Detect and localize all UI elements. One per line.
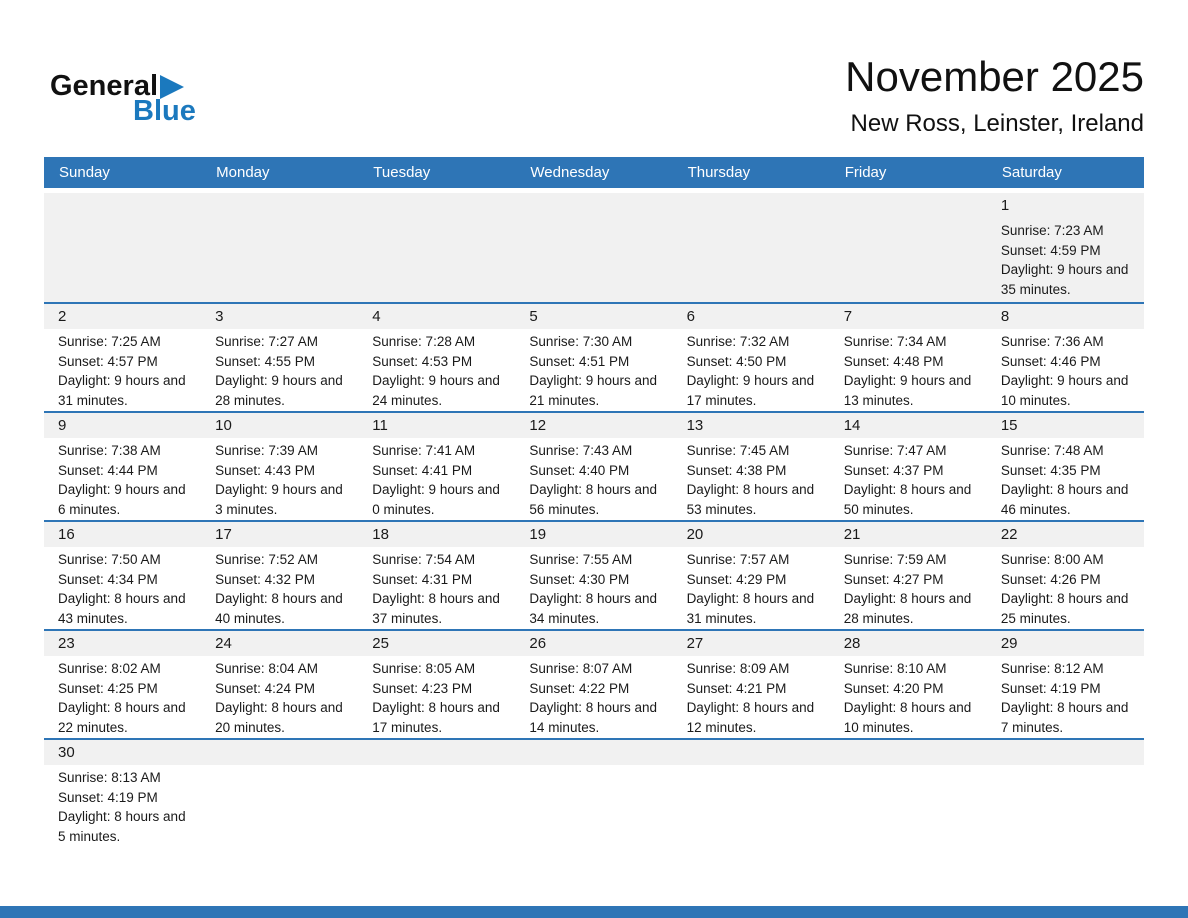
sunrise-text: Sunrise: 7:59 AM xyxy=(843,552,947,567)
day-number-strip xyxy=(987,193,1144,218)
day-cell-empty xyxy=(201,740,358,847)
sunrise-text: Sunrise: 8:02 AM xyxy=(58,661,161,676)
day-cell-18 xyxy=(358,522,515,629)
day-number-strip xyxy=(358,740,515,765)
sunset-text: Sunset: 4:37 PM xyxy=(843,462,944,478)
day-number: 18 xyxy=(372,526,389,543)
day-number-strip xyxy=(830,193,987,218)
day-cell-25 xyxy=(358,631,515,738)
day-number-strip xyxy=(515,740,672,765)
day-number-strip xyxy=(830,740,987,765)
day-cell-2 xyxy=(44,304,201,411)
sunset-text: Sunset: 4:57 PM xyxy=(58,353,158,369)
general-blue-logo xyxy=(50,72,196,126)
sunset-text: Sunset: 4:32 PM xyxy=(215,571,315,587)
daylight-text: Daylight: 8 hours and 17 minutes. xyxy=(372,700,500,735)
day-cell-28 xyxy=(830,631,987,738)
sunset-text: Sunset: 4:41 PM xyxy=(372,462,473,478)
day-number-strip xyxy=(201,631,358,656)
calendar-grid xyxy=(44,193,1144,847)
day-number-strip xyxy=(515,413,672,438)
daylight-text: Daylight: 8 hours and 46 minutes. xyxy=(1000,482,1129,517)
sunrise-text: Sunrise: 8:07 AM xyxy=(529,661,633,676)
sunrise-text: Sunrise: 8:13 AM xyxy=(58,770,161,785)
day-number: 30 xyxy=(58,744,75,761)
day-cell-empty xyxy=(987,740,1144,847)
day-number-strip xyxy=(201,304,358,329)
day-number: 19 xyxy=(529,526,547,543)
daylight-text: Daylight: 9 hours and 0 minutes. xyxy=(372,482,500,517)
day-cell-23 xyxy=(44,631,201,738)
day-number: 16 xyxy=(58,526,75,543)
day-cell-details xyxy=(673,547,830,628)
sunset-text: Sunset: 4:27 PM xyxy=(843,571,944,587)
sunrise-text: Sunrise: 7:39 AM xyxy=(215,443,318,458)
day-cell-details xyxy=(987,547,1144,628)
daylight-text: Daylight: 8 hours and 53 minutes. xyxy=(686,482,815,517)
day-number-strip xyxy=(44,304,201,329)
day-cell-24 xyxy=(201,631,358,738)
sunset-text: Sunset: 4:20 PM xyxy=(843,680,944,696)
day-cell-details xyxy=(515,656,672,737)
sunrise-text: Sunrise: 8:00 AM xyxy=(1000,552,1104,567)
day-cell-details xyxy=(987,656,1144,737)
day-number-strip xyxy=(358,193,515,218)
daylight-text: Daylight: 9 hours and 28 minutes. xyxy=(215,373,343,408)
day-number-strip xyxy=(673,304,830,329)
day-cell-6 xyxy=(673,304,830,411)
day-cell-details xyxy=(201,656,358,737)
week-row-1 xyxy=(44,193,1144,302)
daylight-text: Daylight: 9 hours and 24 minutes. xyxy=(372,373,500,408)
sunrise-text: Sunrise: 7:30 AM xyxy=(529,334,633,349)
sunset-text: Sunset: 4:21 PM xyxy=(686,680,787,696)
sunrise-text: Sunrise: 7:28 AM xyxy=(372,334,476,349)
day-cell-details xyxy=(201,547,358,628)
day-cell-details xyxy=(830,656,987,737)
page-subtitle: New Ross, Leinster, Ireland xyxy=(850,110,1144,138)
day-cell-empty xyxy=(358,740,515,847)
sunset-text: Sunset: 4:53 PM xyxy=(372,353,473,369)
page-header xyxy=(0,0,1188,157)
day-cell-details xyxy=(673,329,830,410)
weekday-header-thursday: Thursday xyxy=(687,164,751,181)
day-number: 9 xyxy=(58,417,67,434)
day-number-strip xyxy=(44,522,201,547)
day-cell-7 xyxy=(830,304,987,411)
sunset-text: Sunset: 4:38 PM xyxy=(686,462,787,478)
day-number-strip xyxy=(515,304,672,329)
logo-text-general: General xyxy=(50,70,158,102)
day-number-strip xyxy=(515,631,672,656)
day-number: 3 xyxy=(215,308,224,325)
weekday-header-tuesday: Tuesday xyxy=(373,164,431,181)
sunrise-text: Sunrise: 7:57 AM xyxy=(686,552,790,567)
sunset-text: Sunset: 4:23 PM xyxy=(372,680,473,696)
daylight-text: Daylight: 9 hours and 17 minutes. xyxy=(686,373,815,408)
day-number: 4 xyxy=(372,308,381,325)
day-cell-16 xyxy=(44,522,201,629)
day-cell-details xyxy=(44,765,201,846)
day-number: 2 xyxy=(58,308,67,325)
day-cell-1 xyxy=(987,193,1144,302)
daylight-text: Daylight: 8 hours and 37 minutes. xyxy=(372,591,500,626)
sunset-text: Sunset: 4:43 PM xyxy=(215,462,315,478)
sunset-text: Sunset: 4:22 PM xyxy=(529,680,630,696)
daylight-text: Daylight: 9 hours and 10 minutes. xyxy=(1000,373,1129,408)
day-number-strip xyxy=(673,740,830,765)
day-cell-details xyxy=(987,218,1144,299)
week-row-3 xyxy=(44,411,1144,520)
day-number: 25 xyxy=(372,635,389,652)
sunrise-text: Sunrise: 8:05 AM xyxy=(372,661,476,676)
sunset-text: Sunset: 4:46 PM xyxy=(1000,353,1101,369)
weekday-header-monday: Monday xyxy=(216,164,270,181)
day-number: 27 xyxy=(686,635,704,652)
sunset-text: Sunset: 4:40 PM xyxy=(529,462,630,478)
sunset-text: Sunset: 4:35 PM xyxy=(1000,462,1101,478)
daylight-text: Daylight: 9 hours and 21 minutes. xyxy=(529,373,657,408)
daylight-text: Daylight: 9 hours and 3 minutes. xyxy=(215,482,343,517)
day-cell-empty xyxy=(515,740,672,847)
day-cell-21 xyxy=(830,522,987,629)
daylight-text: Daylight: 9 hours and 35 minutes. xyxy=(1000,262,1129,297)
day-number: 23 xyxy=(58,635,75,652)
week-row-2 xyxy=(44,302,1144,411)
day-cell-empty xyxy=(830,193,987,302)
weekday-header xyxy=(44,157,1144,188)
day-cell-details xyxy=(201,438,358,519)
day-cell-15 xyxy=(987,413,1144,520)
day-cell-details xyxy=(358,656,515,737)
weekday-header-wednesday: Wednesday xyxy=(530,164,610,181)
day-cell-details xyxy=(987,438,1144,519)
day-number: 8 xyxy=(1000,308,1010,325)
day-cell-30 xyxy=(44,740,201,847)
day-number-strip xyxy=(987,631,1144,656)
sunrise-text: Sunrise: 7:54 AM xyxy=(372,552,476,567)
sunrise-text: Sunrise: 8:12 AM xyxy=(1000,661,1104,676)
day-number-strip xyxy=(987,522,1144,547)
weekday-header-saturday: Saturday xyxy=(1001,164,1062,181)
sunset-text: Sunset: 4:51 PM xyxy=(529,353,630,369)
daylight-text: Daylight: 9 hours and 6 minutes. xyxy=(58,482,186,517)
day-cell-details xyxy=(830,329,987,410)
daylight-text: Daylight: 8 hours and 7 minutes. xyxy=(1000,700,1129,735)
sunrise-text: Sunrise: 7:25 AM xyxy=(58,334,161,349)
sunset-text: Sunset: 4:34 PM xyxy=(58,571,158,587)
day-number-strip xyxy=(830,304,987,329)
day-cell-5 xyxy=(515,304,672,411)
daylight-text: Daylight: 8 hours and 25 minutes. xyxy=(1000,591,1129,626)
day-cell-details xyxy=(515,438,672,519)
day-number: 17 xyxy=(215,526,232,543)
sunset-text: Sunset: 4:19 PM xyxy=(58,789,158,805)
day-cell-26 xyxy=(515,631,672,738)
day-number-strip xyxy=(201,413,358,438)
sunset-text: Sunset: 4:59 PM xyxy=(1000,242,1101,258)
daylight-text: Daylight: 8 hours and 22 minutes. xyxy=(58,700,186,735)
daylight-text: Daylight: 8 hours and 31 minutes. xyxy=(686,591,815,626)
daylight-text: Daylight: 9 hours and 31 minutes. xyxy=(58,373,186,408)
weekday-header-friday: Friday xyxy=(844,164,887,181)
sunrise-text: Sunrise: 7:50 AM xyxy=(58,552,161,567)
day-cell-29 xyxy=(987,631,1144,738)
day-number-strip xyxy=(201,522,358,547)
weekday-header-sunday: Sunday xyxy=(59,164,110,181)
daylight-text: Daylight: 8 hours and 43 minutes. xyxy=(58,591,186,626)
day-number-strip xyxy=(515,522,672,547)
day-number-strip xyxy=(987,304,1144,329)
sunset-text: Sunset: 4:48 PM xyxy=(843,353,944,369)
day-cell-14 xyxy=(830,413,987,520)
day-number: 7 xyxy=(843,308,853,325)
daylight-text: Daylight: 8 hours and 12 minutes. xyxy=(686,700,815,735)
sunset-text: Sunset: 4:50 PM xyxy=(686,353,787,369)
day-cell-27 xyxy=(673,631,830,738)
day-cell-9 xyxy=(44,413,201,520)
day-cell-empty xyxy=(515,193,672,302)
day-cell-empty xyxy=(673,740,830,847)
day-cell-empty xyxy=(358,193,515,302)
day-cell-details xyxy=(201,329,358,410)
sunset-text: Sunset: 4:24 PM xyxy=(215,680,315,696)
sunrise-text: Sunrise: 7:27 AM xyxy=(215,334,318,349)
day-cell-10 xyxy=(201,413,358,520)
day-number: 26 xyxy=(529,635,547,652)
day-number: 10 xyxy=(215,417,232,434)
day-number-strip xyxy=(987,413,1144,438)
day-number-strip xyxy=(44,740,201,765)
day-number: 13 xyxy=(686,417,704,434)
day-cell-19 xyxy=(515,522,672,629)
sunset-text: Sunset: 4:19 PM xyxy=(1000,680,1101,696)
day-number-strip xyxy=(358,631,515,656)
day-cell-details xyxy=(515,329,672,410)
day-number-strip xyxy=(830,522,987,547)
day-number: 20 xyxy=(686,526,704,543)
day-cell-17 xyxy=(201,522,358,629)
day-cell-empty xyxy=(201,193,358,302)
day-number: 14 xyxy=(843,417,861,434)
day-number: 28 xyxy=(843,635,861,652)
sunrise-text: Sunrise: 8:04 AM xyxy=(215,661,318,676)
sunrise-text: Sunrise: 7:38 AM xyxy=(58,443,161,458)
day-number-strip xyxy=(515,193,672,218)
sunrise-text: Sunrise: 7:34 AM xyxy=(843,334,947,349)
day-cell-details xyxy=(830,438,987,519)
day-number: 29 xyxy=(1000,635,1018,652)
day-cell-4 xyxy=(358,304,515,411)
daylight-text: Daylight: 8 hours and 5 minutes. xyxy=(58,809,186,844)
day-number-strip xyxy=(830,631,987,656)
day-cell-details xyxy=(44,656,201,737)
day-cell-details xyxy=(44,438,201,519)
daylight-text: Daylight: 8 hours and 34 minutes. xyxy=(529,591,657,626)
day-number-strip xyxy=(358,304,515,329)
daylight-text: Daylight: 8 hours and 50 minutes. xyxy=(843,482,972,517)
day-cell-details xyxy=(44,329,201,410)
footer-bar xyxy=(0,906,1188,918)
day-number: 12 xyxy=(529,417,547,434)
sunrise-text: Sunrise: 7:55 AM xyxy=(529,552,633,567)
day-number-strip xyxy=(358,522,515,547)
daylight-text: Daylight: 8 hours and 20 minutes. xyxy=(215,700,343,735)
day-number-strip xyxy=(987,740,1144,765)
daylight-text: Daylight: 8 hours and 14 minutes. xyxy=(529,700,657,735)
day-number-strip xyxy=(44,193,201,218)
sunset-text: Sunset: 4:26 PM xyxy=(1000,571,1101,587)
day-cell-13 xyxy=(673,413,830,520)
sunset-text: Sunset: 4:30 PM xyxy=(529,571,630,587)
day-number: 6 xyxy=(686,308,695,325)
sunset-text: Sunset: 4:25 PM xyxy=(58,680,158,696)
sunset-text: Sunset: 4:31 PM xyxy=(372,571,473,587)
day-number: 11 xyxy=(372,417,388,434)
day-cell-11 xyxy=(358,413,515,520)
week-row-6 xyxy=(44,738,1144,847)
day-number-strip xyxy=(830,413,987,438)
day-number-strip xyxy=(673,631,830,656)
sunset-text: Sunset: 4:55 PM xyxy=(215,353,315,369)
day-cell-empty xyxy=(44,193,201,302)
day-number: 24 xyxy=(215,635,232,652)
sunrise-text: Sunrise: 7:48 AM xyxy=(1000,443,1104,458)
sunrise-text: Sunrise: 7:23 AM xyxy=(1000,223,1104,238)
day-cell-empty xyxy=(673,193,830,302)
sunrise-text: Sunrise: 7:52 AM xyxy=(215,552,318,567)
sunrise-text: Sunrise: 7:45 AM xyxy=(686,443,790,458)
day-cell-details xyxy=(830,547,987,628)
day-cell-20 xyxy=(673,522,830,629)
title-block xyxy=(845,54,1144,138)
day-number-strip xyxy=(673,522,830,547)
sunrise-text: Sunrise: 7:43 AM xyxy=(529,443,633,458)
day-number-strip xyxy=(201,193,358,218)
sunset-text: Sunset: 4:29 PM xyxy=(686,571,787,587)
day-cell-details xyxy=(358,438,515,519)
daylight-text: Daylight: 8 hours and 28 minutes. xyxy=(843,591,972,626)
daylight-text: Daylight: 9 hours and 13 minutes. xyxy=(843,373,972,408)
day-number-strip xyxy=(358,413,515,438)
sunset-text: Sunset: 4:44 PM xyxy=(58,462,158,478)
sunrise-text: Sunrise: 8:09 AM xyxy=(686,661,790,676)
logo-text-blue: Blue xyxy=(133,95,196,127)
sunrise-text: Sunrise: 8:10 AM xyxy=(843,661,947,676)
day-cell-details xyxy=(673,656,830,737)
day-number-strip xyxy=(673,193,830,218)
day-cell-8 xyxy=(987,304,1144,411)
day-cell-3 xyxy=(201,304,358,411)
sunrise-text: Sunrise: 7:36 AM xyxy=(1000,334,1104,349)
daylight-text: Daylight: 8 hours and 10 minutes. xyxy=(843,700,972,735)
day-cell-12 xyxy=(515,413,672,520)
day-cell-details xyxy=(515,547,672,628)
day-number: 5 xyxy=(529,308,538,325)
page-title: November 2025 xyxy=(845,53,1144,100)
day-number: 22 xyxy=(1000,526,1018,543)
day-number: 21 xyxy=(843,526,861,543)
daylight-text: Daylight: 8 hours and 56 minutes. xyxy=(529,482,657,517)
day-number: 15 xyxy=(1000,417,1018,434)
day-cell-details xyxy=(358,547,515,628)
day-cell-details xyxy=(673,438,830,519)
day-cell-22 xyxy=(987,522,1144,629)
week-row-5 xyxy=(44,629,1144,738)
day-cell-details xyxy=(987,329,1144,410)
day-number-strip xyxy=(44,631,201,656)
day-number-strip xyxy=(44,413,201,438)
daylight-text: Daylight: 8 hours and 40 minutes. xyxy=(215,591,343,626)
day-number: 1 xyxy=(1000,197,1010,214)
sunrise-text: Sunrise: 7:32 AM xyxy=(686,334,790,349)
day-number-strip xyxy=(201,740,358,765)
day-cell-empty xyxy=(830,740,987,847)
day-cell-details xyxy=(44,547,201,628)
sunrise-text: Sunrise: 7:41 AM xyxy=(372,443,476,458)
sunrise-text: Sunrise: 7:47 AM xyxy=(843,443,947,458)
day-cell-details xyxy=(358,329,515,410)
day-number-strip xyxy=(673,413,830,438)
week-row-4 xyxy=(44,520,1144,629)
